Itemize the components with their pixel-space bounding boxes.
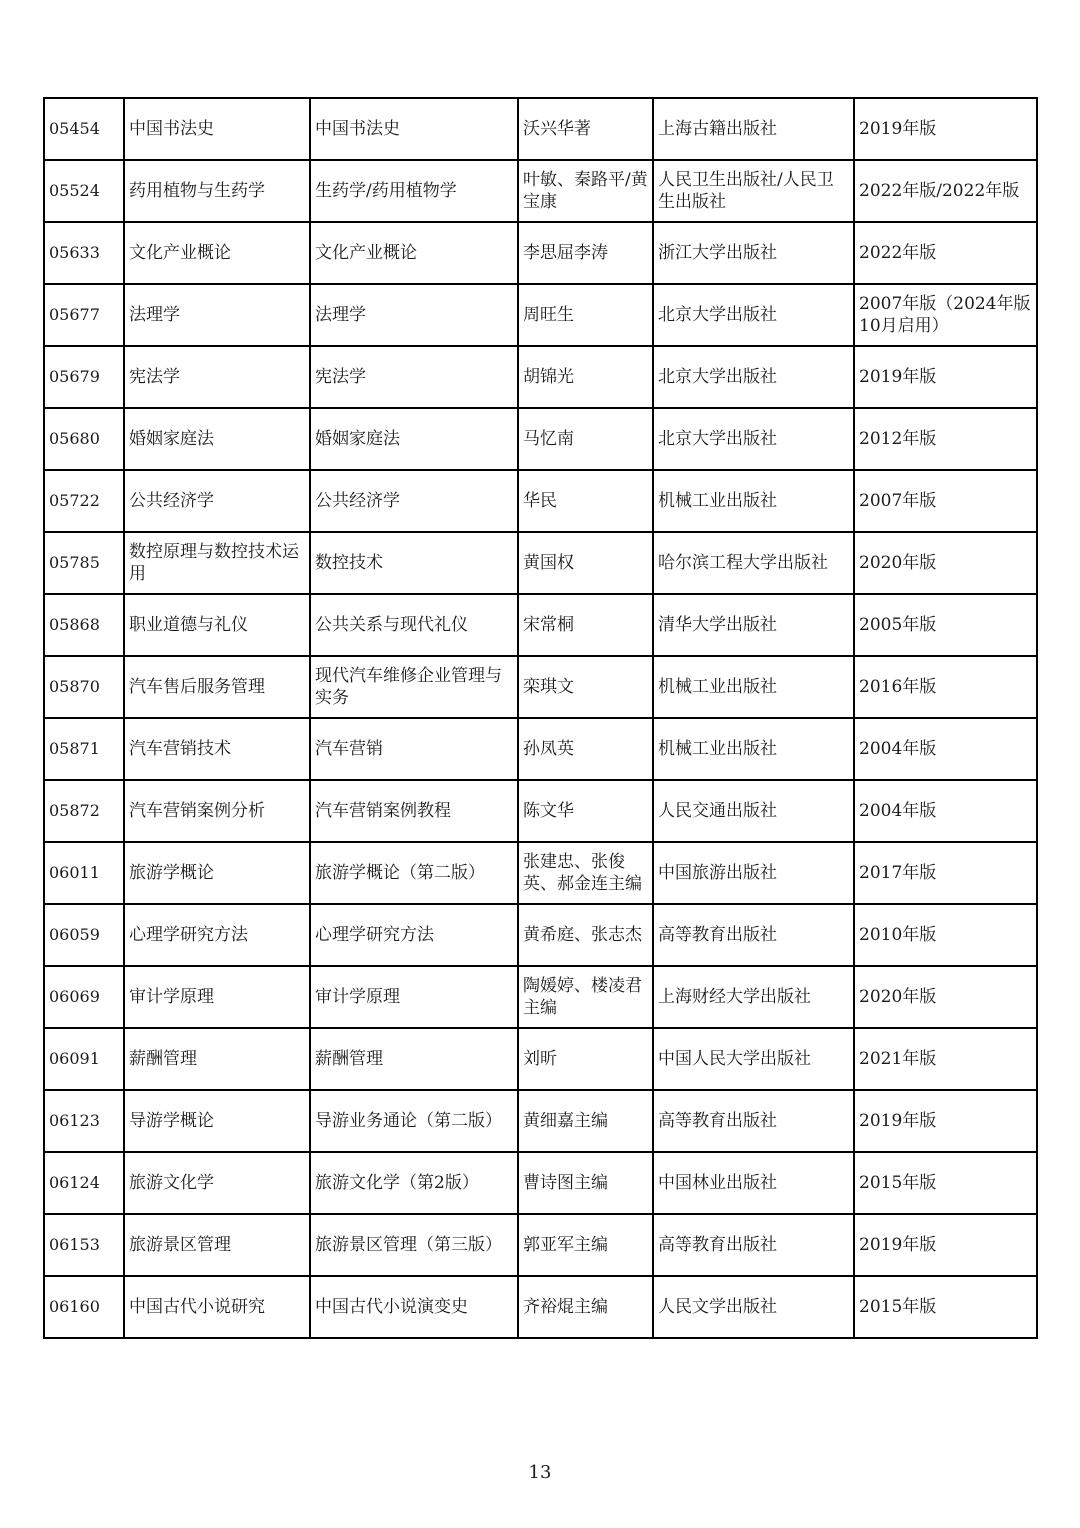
edition-cell: 2012年版: [854, 408, 1037, 470]
edition-cell: 2022年版/2022年版: [854, 160, 1037, 222]
table-row: [44, 1090, 1037, 1152]
textbook-title-cell: 现代汽车维修企业管理与实务: [310, 656, 518, 718]
course-name-cell: 汽车售后服务管理: [124, 656, 310, 718]
author-cell: 华民: [518, 470, 653, 532]
author-cell: 郭亚军主编: [518, 1214, 653, 1276]
course-code-cell: 06153: [44, 1214, 124, 1276]
edition-cell: 2022年版: [854, 222, 1037, 284]
course-name-cell: 导游学概论: [124, 1090, 310, 1152]
author-cell: 宋常桐: [518, 594, 653, 656]
table-row: [44, 594, 1037, 656]
author-cell: 周旺生: [518, 284, 653, 346]
course-name-cell: 法理学: [124, 284, 310, 346]
table-row: [44, 904, 1037, 966]
course-code-cell: 05680: [44, 408, 124, 470]
edition-cell: 2004年版: [854, 780, 1037, 842]
textbook-title-cell: 导游业务通论（第二版）: [310, 1090, 518, 1152]
table-row: [44, 780, 1037, 842]
table-row: [44, 1152, 1037, 1214]
edition-cell: 2016年版: [854, 656, 1037, 718]
table-row: [44, 470, 1037, 532]
edition-cell: 2015年版: [854, 1276, 1037, 1338]
textbook-title-cell: 生药学/药用植物学: [310, 160, 518, 222]
table-row: [44, 532, 1037, 594]
course-code-cell: 05679: [44, 346, 124, 408]
edition-cell: 2004年版: [854, 718, 1037, 780]
course-code-cell: 06059: [44, 904, 124, 966]
course-name-cell: 职业道德与礼仪: [124, 594, 310, 656]
author-cell: 马忆南: [518, 408, 653, 470]
textbook-title-cell: 旅游学概论（第二版）: [310, 842, 518, 904]
edition-cell: 2021年版: [854, 1028, 1037, 1090]
course-code-cell: 05868: [44, 594, 124, 656]
course-code-cell: 05633: [44, 222, 124, 284]
course-code-cell: 06091: [44, 1028, 124, 1090]
textbook-title-cell: 公共关系与现代礼仪: [310, 594, 518, 656]
textbook-title-cell: 心理学研究方法: [310, 904, 518, 966]
edition-cell: 2019年版: [854, 346, 1037, 408]
table-row: [44, 222, 1037, 284]
author-cell: 刘昕: [518, 1028, 653, 1090]
course-code-cell: 06160: [44, 1276, 124, 1338]
textbook-title-cell: 公共经济学: [310, 470, 518, 532]
publisher-cell: 高等教育出版社: [653, 1214, 854, 1276]
publisher-cell: 机械工业出版社: [653, 718, 854, 780]
course-name-cell: 旅游文化学: [124, 1152, 310, 1214]
table-row: [44, 160, 1037, 222]
publisher-cell: 哈尔滨工程大学出版社: [653, 532, 854, 594]
course-name-cell: 宪法学: [124, 346, 310, 408]
table-row: [44, 408, 1037, 470]
course-code-cell: 05785: [44, 532, 124, 594]
textbook-title-cell: 中国古代小说演变史: [310, 1276, 518, 1338]
course-name-cell: 旅游景区管理: [124, 1214, 310, 1276]
edition-cell: 2007年版（2024年版10月启用）: [854, 284, 1037, 346]
author-cell: 齐裕焜主编: [518, 1276, 653, 1338]
course-code-cell: 05871: [44, 718, 124, 780]
course-code-cell: 05872: [44, 780, 124, 842]
edition-cell: 2020年版: [854, 966, 1037, 1028]
textbook-title-cell: 薪酬管理: [310, 1028, 518, 1090]
edition-cell: 2007年版: [854, 470, 1037, 532]
author-cell: 陶媛婷、楼凌君主编: [518, 966, 653, 1028]
course-name-cell: 旅游学概论: [124, 842, 310, 904]
publisher-cell: 机械工业出版社: [653, 470, 854, 532]
publisher-cell: 北京大学出版社: [653, 346, 854, 408]
table-row: [44, 842, 1037, 904]
table-row: [44, 1276, 1037, 1338]
table-row: [44, 1214, 1037, 1276]
publisher-cell: 上海古籍出版社: [653, 98, 854, 160]
textbook-title-cell: 汽车营销: [310, 718, 518, 780]
textbook-title-cell: 旅游景区管理（第三版）: [310, 1214, 518, 1276]
publisher-cell: 北京大学出版社: [653, 408, 854, 470]
publisher-cell: 上海财经大学出版社: [653, 966, 854, 1028]
author-cell: 黄国权: [518, 532, 653, 594]
course-name-cell: 公共经济学: [124, 470, 310, 532]
course-name-cell: 薪酬管理: [124, 1028, 310, 1090]
table-row: [44, 284, 1037, 346]
edition-cell: 2020年版: [854, 532, 1037, 594]
author-cell: 胡锦光: [518, 346, 653, 408]
textbook-table-body: [44, 98, 1037, 1338]
publisher-cell: 高等教育出版社: [653, 904, 854, 966]
edition-cell: 2017年版: [854, 842, 1037, 904]
course-name-cell: 审计学原理: [124, 966, 310, 1028]
course-code-cell: 06124: [44, 1152, 124, 1214]
publisher-cell: 机械工业出版社: [653, 656, 854, 718]
course-code-cell: 05677: [44, 284, 124, 346]
textbook-title-cell: 审计学原理: [310, 966, 518, 1028]
textbook-title-cell: 法理学: [310, 284, 518, 346]
course-name-cell: 数控原理与数控技术运用: [124, 532, 310, 594]
textbook-title-cell: 旅游文化学（第2版）: [310, 1152, 518, 1214]
textbook-title-cell: 宪法学: [310, 346, 518, 408]
edition-cell: 2015年版: [854, 1152, 1037, 1214]
course-code-cell: 05454: [44, 98, 124, 160]
course-name-cell: 汽车营销案例分析: [124, 780, 310, 842]
author-cell: 叶敏、秦路平/黄宝康: [518, 160, 653, 222]
publisher-cell: 中国林业出版社: [653, 1152, 854, 1214]
course-code-cell: 06011: [44, 842, 124, 904]
course-name-cell: 心理学研究方法: [124, 904, 310, 966]
author-cell: 黄希庭、张志杰: [518, 904, 653, 966]
course-code-cell: 06123: [44, 1090, 124, 1152]
textbook-title-cell: 汽车营销案例教程: [310, 780, 518, 842]
publisher-cell: 高等教育出版社: [653, 1090, 854, 1152]
publisher-cell: 浙江大学出版社: [653, 222, 854, 284]
course-name-cell: 中国书法史: [124, 98, 310, 160]
table-row: [44, 98, 1037, 160]
table-row: [44, 718, 1037, 780]
publisher-cell: 中国旅游出版社: [653, 842, 854, 904]
edition-cell: 2019年版: [854, 98, 1037, 160]
edition-cell: 2005年版: [854, 594, 1037, 656]
publisher-cell: 中国人民大学出版社: [653, 1028, 854, 1090]
author-cell: 陈文华: [518, 780, 653, 842]
course-name-cell: 中国古代小说研究: [124, 1276, 310, 1338]
author-cell: 李思屈李涛: [518, 222, 653, 284]
course-name-cell: 文化产业概论: [124, 222, 310, 284]
textbook-title-cell: 中国书法史: [310, 98, 518, 160]
author-cell: 黄细嘉主编: [518, 1090, 653, 1152]
course-code-cell: 05524: [44, 160, 124, 222]
course-name-cell: 汽车营销技术: [124, 718, 310, 780]
course-code-cell: 05722: [44, 470, 124, 532]
author-cell: 曹诗图主编: [518, 1152, 653, 1214]
edition-cell: 2019年版: [854, 1214, 1037, 1276]
author-cell: 沃兴华著: [518, 98, 653, 160]
author-cell: 栾琪文: [518, 656, 653, 718]
course-code-cell: 06069: [44, 966, 124, 1028]
publisher-cell: 清华大学出版社: [653, 594, 854, 656]
table-row: [44, 1028, 1037, 1090]
textbook-title-cell: 数控技术: [310, 532, 518, 594]
table-row: [44, 656, 1037, 718]
edition-cell: 2019年版: [854, 1090, 1037, 1152]
table-row: [44, 346, 1037, 408]
course-name-cell: 婚姻家庭法: [124, 408, 310, 470]
publisher-cell: 人民卫生出版社/人民卫生出版社: [653, 160, 854, 222]
textbook-table: [43, 97, 1038, 1339]
publisher-cell: 人民文学出版社: [653, 1276, 854, 1338]
table-row: [44, 966, 1037, 1028]
publisher-cell: 北京大学出版社: [653, 284, 854, 346]
publisher-cell: 人民交通出版社: [653, 780, 854, 842]
course-code-cell: 05870: [44, 656, 124, 718]
textbook-title-cell: 文化产业概论: [310, 222, 518, 284]
page-number: 13: [528, 1462, 552, 1483]
edition-cell: 2010年版: [854, 904, 1037, 966]
author-cell: 张建忠、张俊英、郝金连主编: [518, 842, 653, 904]
author-cell: 孙凤英: [518, 718, 653, 780]
course-name-cell: 药用植物与生药学: [124, 160, 310, 222]
textbook-title-cell: 婚姻家庭法: [310, 408, 518, 470]
